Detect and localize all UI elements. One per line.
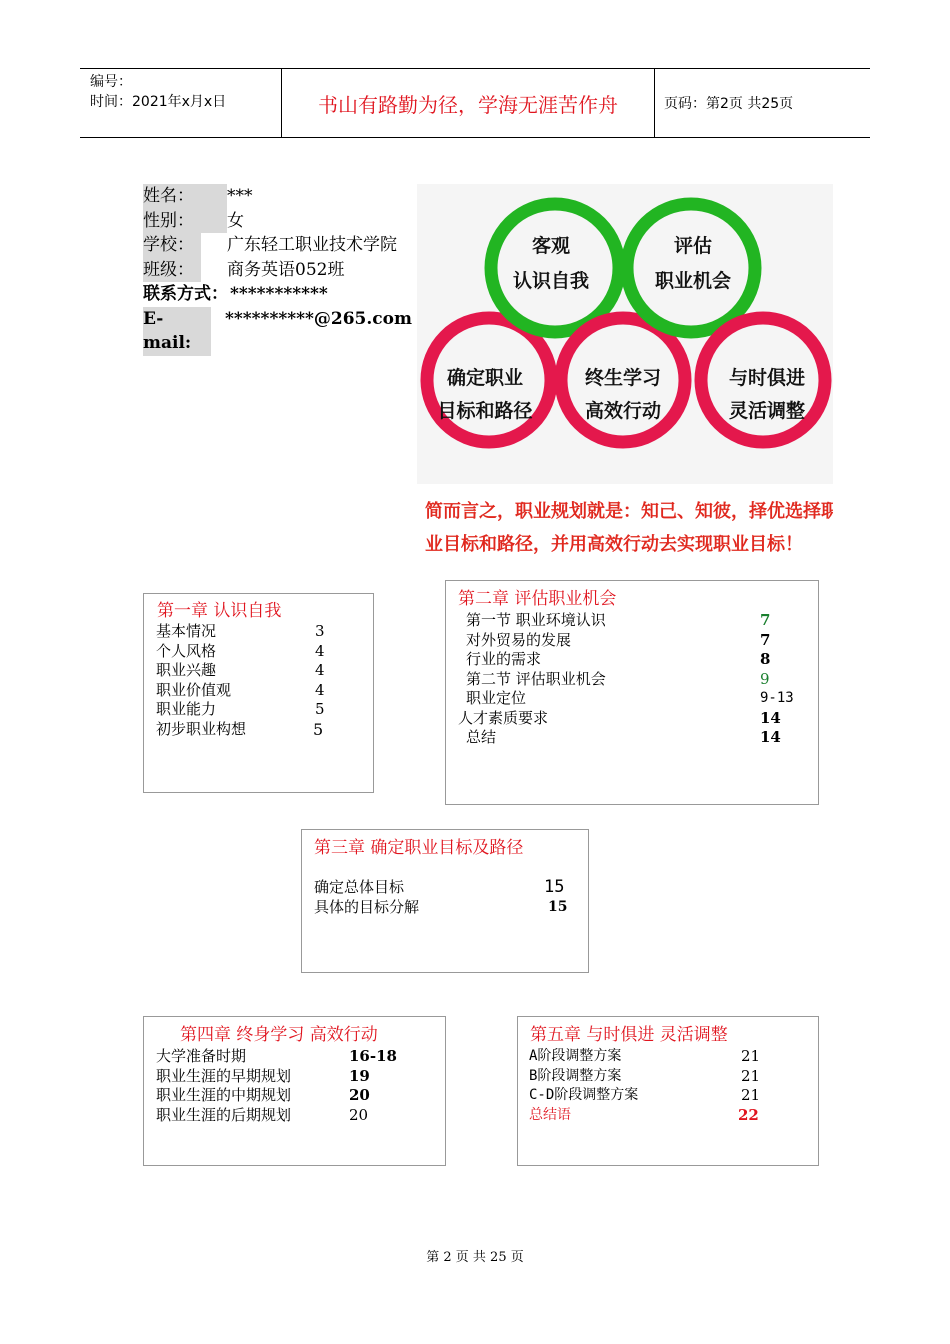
toc-entry[interactable] (458, 689, 818, 709)
toc-entry-page: 9 (760, 669, 770, 688)
toc-entry-page: 4 (315, 661, 325, 679)
page-header (80, 68, 870, 138)
toc-entry-text: 职业定位 (466, 689, 527, 707)
toc-entry-page: 14 (760, 708, 781, 727)
toc-entry[interactable] (314, 878, 588, 898)
toc-chapter-2 (445, 580, 819, 805)
toc-entry[interactable] (314, 898, 588, 918)
toc-chapter-5 (517, 1016, 819, 1166)
toc-entry[interactable] (458, 709, 818, 729)
toc-entry-page: 15 (548, 898, 568, 915)
info-value: 女 (227, 210, 244, 231)
toc-entry-page: 4 (315, 680, 325, 699)
info-label: 学校： (143, 233, 201, 258)
toc-entry-text: 职业兴趣 (156, 661, 217, 679)
page-footer: 第 2 页 共 25 页 (426, 1250, 524, 1265)
toc-entry-text: 初步职业构想 (156, 719, 247, 738)
toc-entry-text: A阶段调整方案 (529, 1048, 622, 1064)
ring-label: 确定职业 (446, 367, 524, 389)
chapter-title: 第一章 认识自我 (157, 601, 282, 621)
toc-entry-page: 5 (315, 700, 325, 718)
toc-chapter-1 (143, 593, 374, 793)
info-row-contact (143, 282, 412, 307)
toc-entry-page: 16-18 (349, 1047, 397, 1065)
toc-entry-text: 职业生涯的后期规划 (156, 1105, 292, 1124)
toc-entry-text: 职业生涯的中期规划 (156, 1086, 292, 1104)
toc-entry[interactable] (458, 650, 818, 670)
toc-entry-page: 7 (760, 630, 771, 649)
toc-entry[interactable] (458, 631, 818, 651)
toc-entry-text: 第二节 评估职业机会 (466, 669, 606, 688)
toc-entry-page: 8 (760, 650, 771, 668)
toc-entry-text: 人才素质要求 (458, 708, 549, 727)
ring-label: 高效行动 (584, 400, 662, 422)
ring-label: 评估 (673, 235, 713, 257)
toc-entry[interactable] (458, 670, 818, 690)
toc-entry[interactable] (529, 1047, 818, 1067)
toc-entry-page: 9-13 (760, 690, 794, 706)
toc-entry-text: 确定总体目标 (314, 878, 405, 896)
toc-entry-text: 第一节 职业环境认识 (466, 611, 606, 629)
toc-entry-page: 21 (741, 1047, 761, 1065)
toc-entry[interactable] (156, 1047, 445, 1067)
toc-entry[interactable] (156, 681, 373, 701)
toc-entry[interactable] (156, 661, 373, 681)
ring-label: 认识自我 (512, 270, 590, 292)
graphic-caption-line1: 简而言之，职业规划就是：知己、知彼，择优选择职 (425, 501, 833, 522)
toc-entry-text: 职业能力 (156, 700, 217, 718)
time-label: 时间：2021年x月x日 (90, 94, 227, 110)
toc-entry-page: 21 (741, 1066, 761, 1085)
info-value: **********@265.com (225, 308, 412, 329)
toc-entry-text: 具体的目标分解 (314, 897, 420, 916)
header-page-info: 页码：第2页 共25页 (664, 96, 794, 112)
personal-info (143, 184, 412, 356)
toc-entry-text: 总结语 (529, 1106, 571, 1123)
toc-entry-page: 21 (741, 1086, 761, 1104)
info-value: 商务英语052班 (227, 259, 345, 280)
toc-entry[interactable] (156, 1086, 445, 1106)
info-row-name (143, 184, 412, 209)
toc-entry-page: 3 (315, 622, 325, 640)
toc-entry-page: 20 (349, 1086, 370, 1104)
graphic-caption-line2: 业目标和路径，并用高效行动去实现职业目标！ (425, 534, 803, 555)
toc-entry[interactable] (458, 728, 818, 748)
toc-entry[interactable] (156, 622, 373, 642)
number-label: 编号： (90, 74, 132, 90)
info-label: 班级： (143, 258, 201, 283)
toc-chapter-3 (301, 829, 589, 973)
toc-entry-page: 5 (313, 719, 324, 739)
info-label: E-mail: (143, 307, 211, 356)
toc-entry[interactable] (529, 1086, 818, 1106)
info-value: 广东轻工职业技术学院 (227, 235, 397, 255)
toc-entry[interactable] (529, 1106, 818, 1126)
rings-svg (417, 184, 833, 574)
header-left-cell (80, 69, 280, 137)
ring-label: 终生学习 (584, 367, 662, 389)
ring-label: 灵活调整 (728, 400, 806, 422)
toc-entry-page: 19 (349, 1066, 370, 1085)
toc-entry[interactable] (156, 642, 373, 662)
ring-label: 职业机会 (654, 270, 732, 292)
toc-entry-text: 基本情况 (156, 622, 217, 640)
chapter-title: 第三章 确定职业目标及路径 (314, 838, 524, 858)
toc-entry-text: 对外贸易的发展 (466, 630, 572, 649)
toc-entry-page: 4 (315, 641, 325, 660)
toc-entry-text: 大学准备时期 (156, 1047, 247, 1065)
career-rings-graphic (417, 184, 833, 574)
ring-label: 与时俱进 (728, 367, 806, 389)
info-value: *********** (230, 284, 328, 304)
ring-label: 客观 (531, 235, 571, 257)
toc-entry[interactable] (529, 1067, 818, 1087)
toc-entry-text: C-D阶段调整方案 (529, 1087, 639, 1103)
toc-entry[interactable] (458, 611, 818, 631)
chapter-title: 第五章 与时俱进 灵活调整 (530, 1025, 728, 1045)
toc-entry-text: 职业生涯的早期规划 (156, 1066, 292, 1085)
info-label: 性别： (143, 209, 227, 234)
toc-entry-page: 20 (349, 1105, 369, 1124)
chapter-title: 第二章 评估职业机会 (458, 589, 617, 609)
toc-entry-text: 行业的需求 (466, 650, 542, 668)
info-row-school (143, 233, 412, 258)
toc-entry-page: 7 (760, 611, 771, 629)
header-motto: 书山有路勤为径，学海无涯苦作舟 (281, 69, 655, 137)
toc-entry-text: 个人风格 (156, 641, 217, 660)
toc-entry[interactable] (156, 1106, 445, 1126)
info-row-email (143, 307, 412, 356)
toc-chapter-4 (143, 1016, 446, 1166)
toc-entry-text: B阶段调整方案 (529, 1067, 622, 1084)
info-label: 联系方式： (143, 282, 230, 307)
info-row-gender (143, 209, 412, 234)
toc-entry-text: 总结 (466, 728, 497, 746)
toc-entry[interactable] (156, 700, 373, 720)
toc-entry-page: 14 (760, 728, 781, 746)
toc-entry-page: 22 (738, 1105, 759, 1124)
toc-entry-page: 15 (544, 877, 565, 897)
toc-entry[interactable] (156, 720, 373, 740)
toc-entry[interactable] (156, 1067, 445, 1087)
ring-label: 目标和路径 (437, 400, 533, 422)
info-value: *** (227, 186, 253, 206)
info-row-class (143, 258, 412, 283)
info-label: 姓名： (143, 184, 227, 209)
toc-entry-text: 职业价值观 (156, 680, 232, 699)
chapter-title: 第四章 终身学习 高效行动 (180, 1025, 378, 1045)
